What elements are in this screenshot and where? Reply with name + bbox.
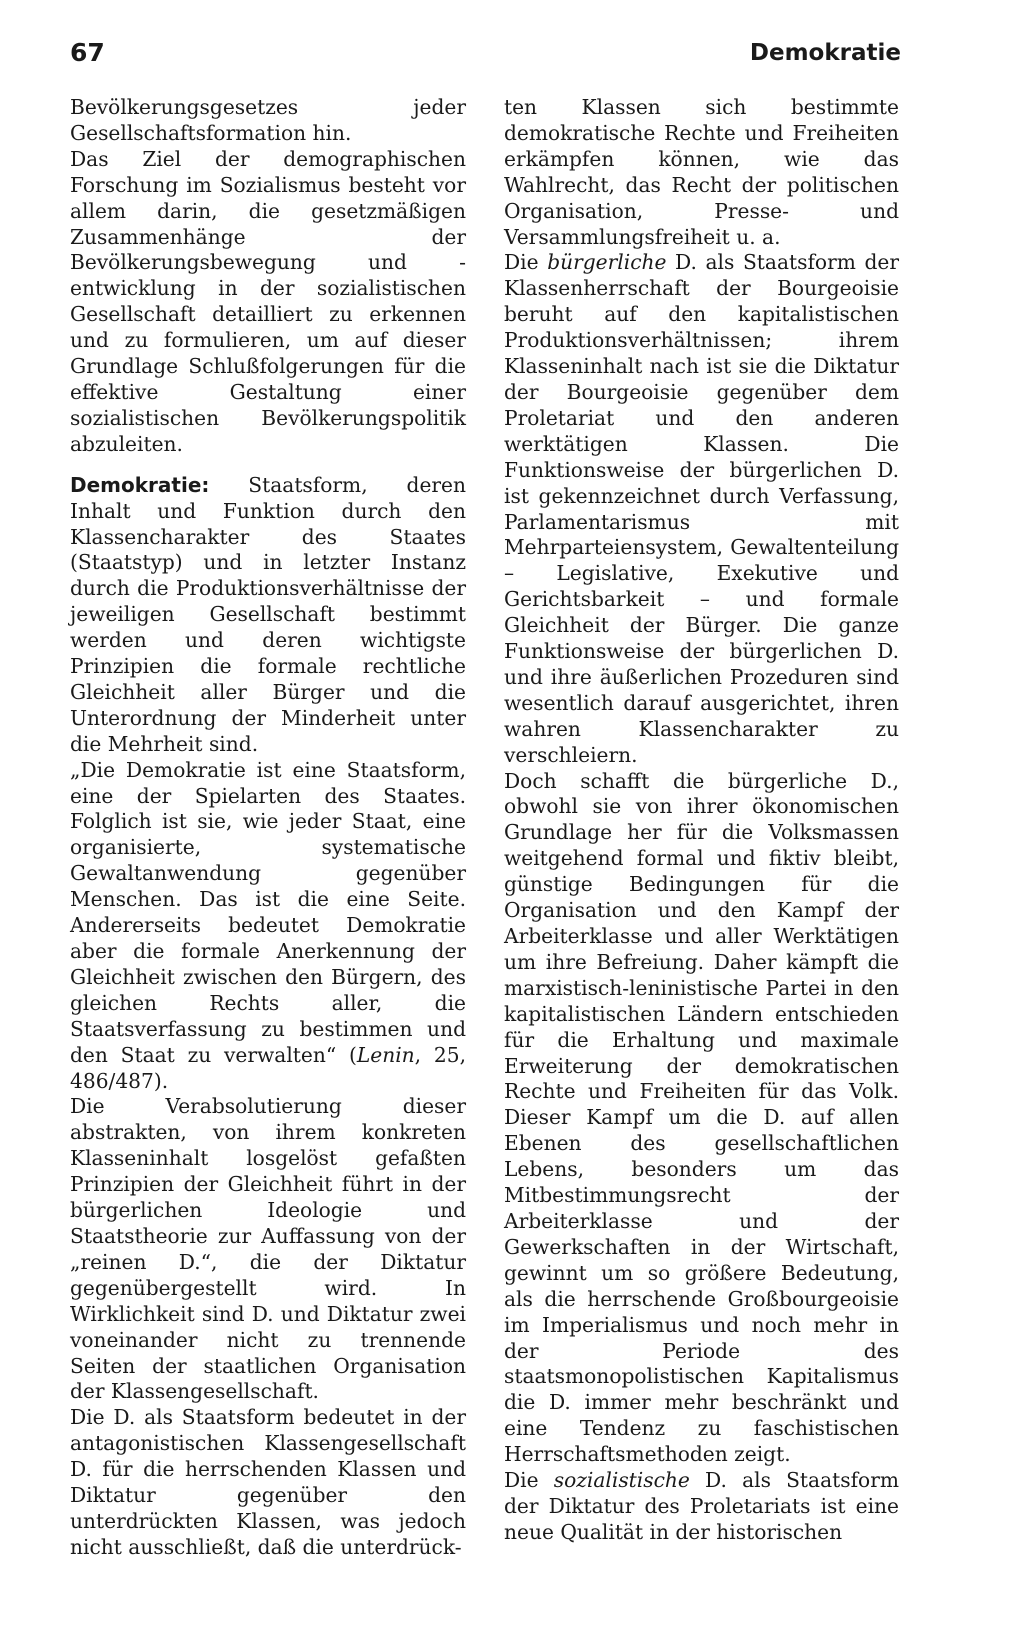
emphasis: sozialistische <box>553 1468 690 1493</box>
entry-spacer <box>70 458 466 473</box>
paragraph <box>504 250 899 768</box>
page-number: 67 <box>70 38 105 67</box>
paragraph: Die D. als Staatsform bedeutet in der antagonistischen Klassengesellschaft D. für die herrschenden Klassen und Diktatur gegenüber den unterdrückten Klassen, was jedoch nicht ausschließt, daß die unterdrück- <box>70 1405 466 1559</box>
running-header-title: Demokratie <box>749 40 901 66</box>
paragraph: Die Verabsolutierung dieser abstrakten, von ihrem konkreten Klasseninhalt losgelöst gefaßten Prinzipien der Gleichheit führt in der bürgerlichen Ideologie und Staatstheorie zur Auffassung von der „reinen D.“, die der Diktatur gegenübergestellt wird. In Wirklichkeit sind D. und Diktatur zwei voneinander nicht zu trennende Seiten der staatlichen Organisation der Klassengesellschaft. <box>70 1094 466 1404</box>
entry-headword: Demokratie: <box>70 472 210 497</box>
text-run: D. als Staatsform der Diktatur des Proletariats ist eine neue Qualität in der historischen <box>504 1468 900 1544</box>
entry-definition: Staatsform, deren Inhalt und Funktion durch den Klassencharakter des Staates (Staatstyp) und in letzter Instanz durch die Produktionsverhältnisse der jeweiligen Gesellschaft bestimmt werden und deren wichtigste Prinzipien die formale rechtliche Gleichheit aller Bürger und die Unterordnung der Minderheit unter die Mehrheit sind. <box>70 472 466 756</box>
quote-paragraph <box>70 758 466 1095</box>
quote-citation: , 25, 486/487). <box>70 1042 466 1093</box>
text-run: D. als Staatsform der Klassenherrschaft der Bourgeoisie beruht auf den kapitalistischen Produktionsverhältnissen; ihrem Klasseninhalt nach ist sie die Diktatur der Bourgeoisie gegenüber dem Proletariat und den anderen werktätigen Klassen. Die Funktionsweise der bürgerlichen D. ist gekennzeichnet durch Verfassung, Parlamentarismus mit Mehrparteiensystem, Gewaltenteilung – Legislative, Exekutive und Gerichtsbarkeit – und formale Gleichheit der Bürger. Die ganze Funktionsweise der bürgerlichen D. und ihre äußerlichen Prozeduren sind wesentlich darauf ausgerichtet, ihren wahren Klassencharakter zu verschleiern. <box>504 250 899 767</box>
paragraph: ten Klassen sich bestimmte demokratische Rechte und Freiheiten erkämpfen können, wie das Wahlrecht, das Recht der politischen Organisation, Presse- und Versammlungsfreiheit u. a. <box>504 95 899 249</box>
paragraph: Doch schafft die bürgerliche D., obwohl sie von ihrer ökonomischen Grundlage her für die Volksmassen weitgehend formal und fiktiv bleibt, günstige Bedingungen für die Organisation und den Kampf der Arbeiterklasse und aller Werktätigen um ihre Befreiung. Daher kämpft die marxistisch-leninistische Partei in den kapitalistischen Ländern entschieden für die Erhaltung und maximale Erweiterung der demokratischen Rechte und Freiheiten für das Volk. Dieser Kampf um die D. auf allen Ebenen des gesellschaftlichen Lebens, besonders um das Mitbestimmungsrecht der Arbeiterklasse und der Gewerkschaften in der Wirtschaft, gewinnt um so größere Bedeutung, als die herrschende Großbourgeoisie im Imperialismus und noch mehr in der Periode des staatsmonopolistischen Kapitalismus die D. immer mehr beschränkt und eine Tendenz zu faschistischen Herrschaftsmethoden zeigt. <box>504 768 899 1467</box>
text-run: Die <box>504 250 548 275</box>
paragraph: Das Ziel der demographischen Forschung im Sozialismus besteht vor allem darin, die gesetzmäßigen Zusammenhänge der Bevölkerungsbewegung und -entwicklung in der sozialistischen Gesellschaft detailliert zu erkennen und zu formulieren, um auf dieser Grundlage Schlußfolgerungen für die effektive Gestaltung einer sozialistischen Bevölkerungspolitik abzuleiten. <box>70 146 466 456</box>
quote-author: Lenin <box>356 1042 415 1067</box>
left-column <box>70 95 466 1561</box>
quote-text: „Die Demokratie ist eine Staatsform, eine der Spielarten des Staates. Folglich ist sie, wie jeder Staat, eine organisierte, systematische Gewaltanwendung gegenüber Menschen. Das ist die eine Seite. Andererseits bedeutet Demokratie aber die formale Anerkennung der Gleichheit zwischen den Bürgern, des gleichen Rechts aller, die Staatsverfassung zu bestimmen und den Staat zu verwalten“ ( <box>70 757 466 1067</box>
paragraph: Bevölkerungsgesetzes jeder Gesellschaftsformation hin. <box>70 95 466 145</box>
right-column <box>504 95 899 1546</box>
entry-paragraph <box>70 473 466 758</box>
text-run: Die <box>504 1468 554 1493</box>
emphasis: bürgerliche <box>547 250 667 275</box>
paragraph <box>504 1468 899 1546</box>
